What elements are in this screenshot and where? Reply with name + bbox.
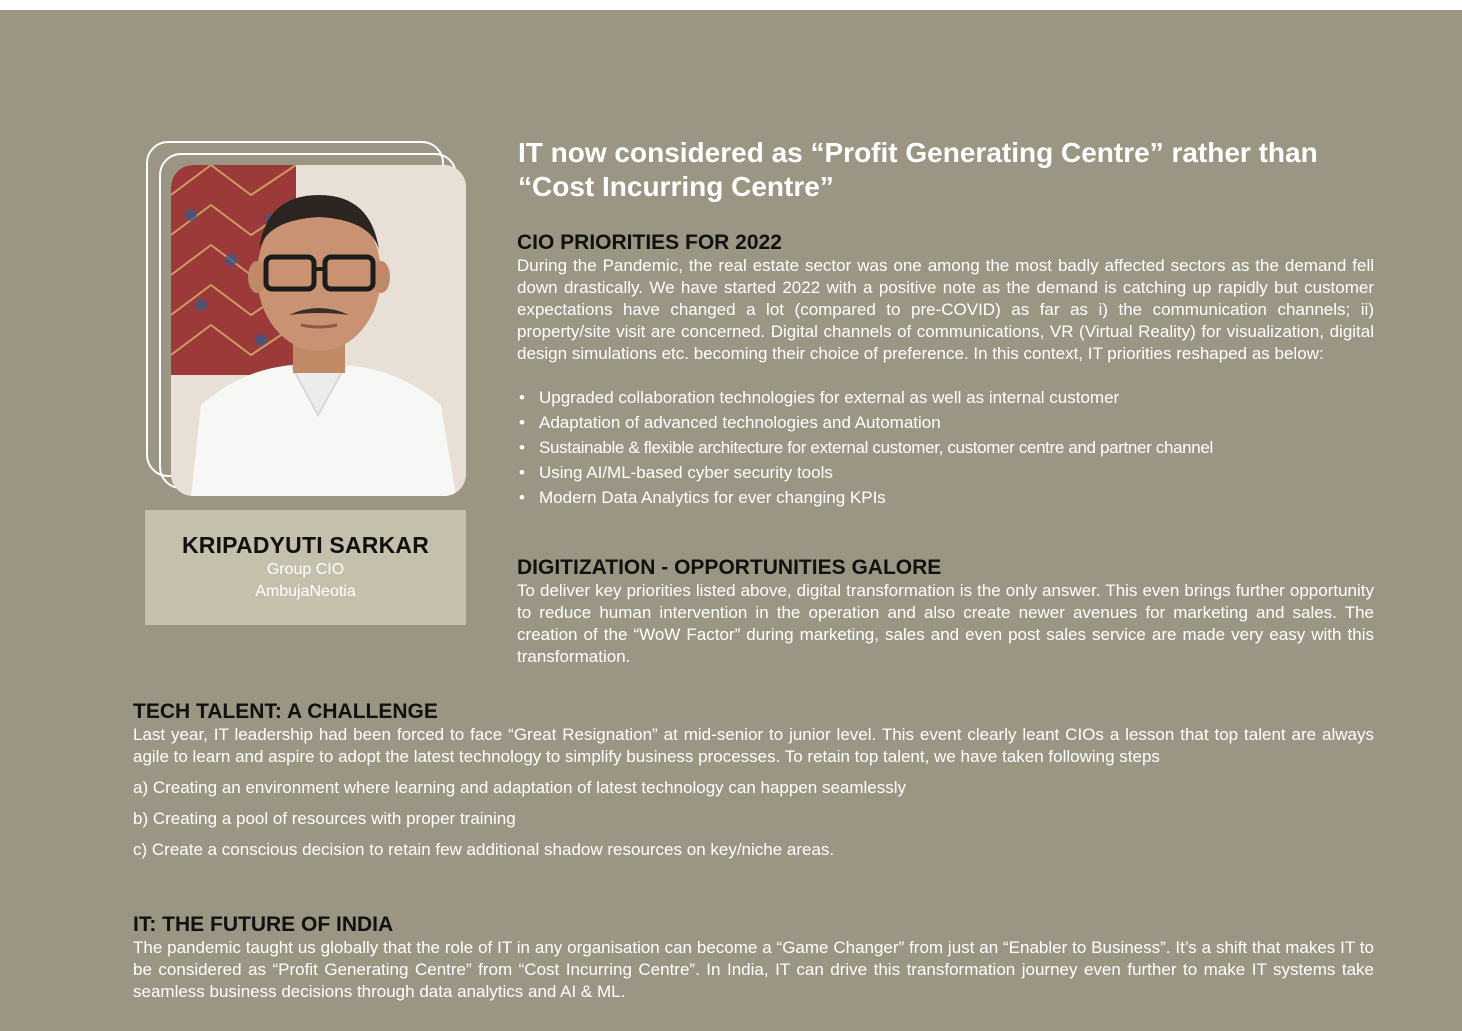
list-item-text: Upgraded collaboration technologies for external as well as internal customer [539,388,1120,407]
portrait-photo [171,165,466,496]
section-title: CIO PRIORITIES FOR 2022 [517,231,782,254]
bullet-icon: • [519,413,525,432]
section-body: During the Pandemic, the real estate sector was one among the most badly affected sectors as the demand fell down drastically. We have started 2022 with a positive note as the demand is catching up rapidly but customer expectations have changed a lot (compared to pre-COVID) as far as i) the communication channels; ii) property/site visit are concerned. Digital channels of communications, VR (Virtual Reality) for visualization, digital design simulations etc. becoming their choice of preference. In this context, IT priorities reshaped as below: [517,256,1374,363]
person-role: Group CIO [266,561,345,578]
profile-card [145,510,466,625]
section-title: DIGITIZATION - OPPORTUNITIES GALORE [517,556,942,579]
section-body: Last year, IT leadership had been forced to face “Great Resignation” at mid-senior to junior level. This event clearly leant CIOs a lesson that top talent are always agile to learn and aspire to adopt the latest technology to simplify business processes. To retain top talent, we have taken following steps [133,725,1374,766]
list-item-text: Adaptation of advanced technologies and Automation [539,413,941,432]
section-body: The pandemic taught us globally that the role of IT in any organisation can become a “Game Changer” from just an “Enabler to Business”. It’s a shift that makes IT to be considered as “Profit Generating Centre” from “Cost Incurring Centre”. In India, IT can drive this transformation journey even further to make IT systems take seamless business decisions through data analytics and AI & ML. [133,938,1374,1001]
section-title: IT: THE FUTURE OF INDIA [133,913,394,936]
step-item: c) Create a conscious decision to retain few additional shadow resources on key/niche areas. [133,840,835,859]
list-item-text: Modern Data Analytics for ever changing KPIs [539,488,886,507]
section-future-of-india [133,913,1374,1003]
bullet-icon: • [519,388,525,407]
portrait-illustration [171,165,466,496]
bullet-icon: • [519,438,525,457]
step-item: a) Creating an environment where learning and adaptation of latest technology can happen seamlessly [133,778,907,797]
section-cio-priorities [517,231,1374,510]
step-item: b) Creating a pool of resources with proper training [133,809,516,828]
list-item [517,410,1374,435]
list-item [517,460,1374,485]
list-item [517,435,1374,460]
section-tech-talent [133,700,1374,861]
person-organisation: AmbujaNeotia [255,583,356,600]
article-page [0,10,1462,1031]
page-headline: IT now considered as “Profit Generating Centre” rather than “Cost Incurring Centre” [518,137,1318,202]
list-item [517,485,1374,510]
bullet-icon: • [519,463,525,482]
section-body: To deliver key priorities listed above, digital transformation is the only answer. This even brings further opportunity to reduce human intervention in the operation and also create newer avenues for marketing and sales. The creation of the “WoW Factor” during marketing, sales and even post sales service are made very easy with this transformation. [517,581,1374,666]
section-title: TECH TALENT: A CHALLENGE [133,700,438,723]
person-name: KRIPADYUTI SARKAR [181,532,430,558]
priority-list [517,385,1374,510]
list-item-text: Sustainable & flexible architecture for external customer, customer centre and partner channel [539,438,1213,457]
list-item-text: Using AI/ML-based cyber security tools [539,463,833,482]
section-digitization [517,556,1374,668]
list-item [517,385,1374,410]
bullet-icon: • [519,488,525,507]
